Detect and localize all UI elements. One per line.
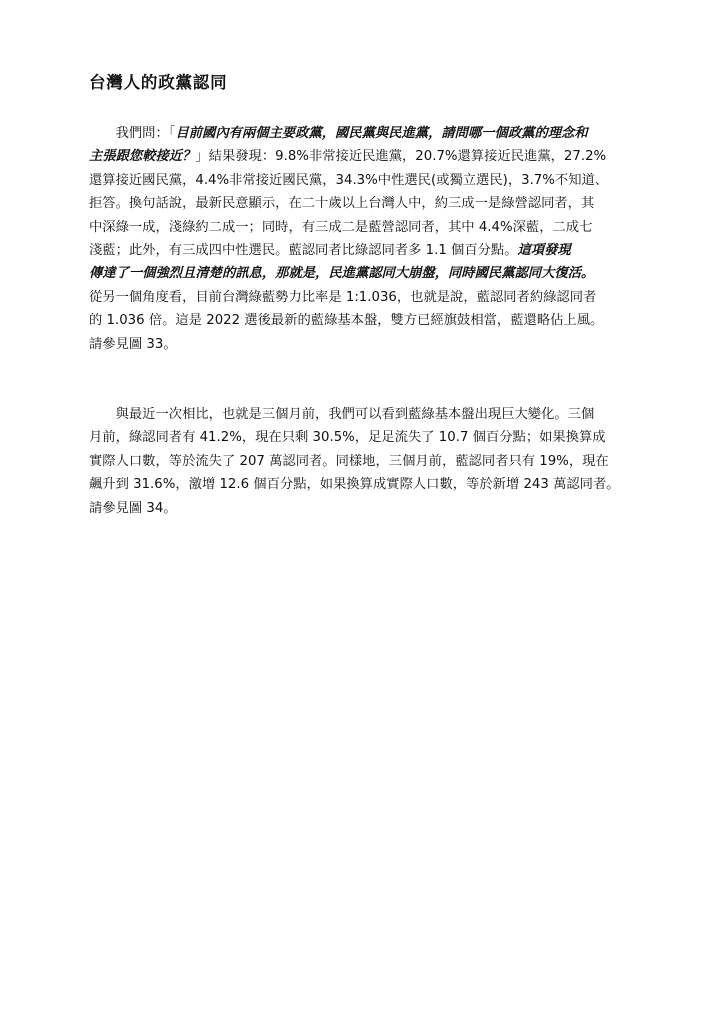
- body-text: 實際人口數，等於流失了 207 萬認同者。同樣地，三個月前，藍認同者只有 19%，現在: [89, 453, 609, 469]
- body-text: 請參見圖 33。: [89, 336, 177, 352]
- paragraph-survey-results: [89, 122, 649, 356]
- text-line: [89, 145, 649, 168]
- text-line: [89, 239, 649, 262]
- body-text: 拒答。換句話說，最新民意顯示，在二十歲以上台灣人中，約三成一是綠營認同者，其: [89, 196, 595, 212]
- body-text: 與最近一次相比，也就是三個月前，我們可以看到藍綠基本盤出現巨大變化。三個: [89, 407, 595, 422]
- emphasized-text: 目前國內有兩個主要政黨，國民黨與民進黨，請問哪一個政黨的理念和: [175, 126, 588, 141]
- text-line: [89, 169, 649, 192]
- text-line: [89, 216, 649, 239]
- body-text: 」結果發現：9.8%非常接近民進黨，20.7%還算接近民進黨，27.2%: [195, 149, 607, 165]
- emphasized-text: 傳達了一個強烈且清楚的訊息，那就是，民進黨認同大崩盤，同時國民黨認同大復活。: [89, 266, 595, 282]
- emphasized-text: 這項發現: [517, 242, 571, 258]
- body-text: 還算接近國民黨，4.4%非常接近國民黨，34.3%中性選民(或獨立選民)，3.7%不知道、: [89, 172, 609, 188]
- text-line: [89, 309, 649, 332]
- text-line: [89, 192, 649, 215]
- text-line: [89, 286, 649, 309]
- text-line: [89, 333, 649, 356]
- body-text: 月前，綠認同者有 41.2%，現在只剩 30.5%，足足流失了 10.7 個百分點；如果換算成: [89, 430, 606, 446]
- text-line: [89, 473, 649, 496]
- body-text: 淺藍；此外，有三成四中性選民。藍認同者比綠認同者多 1.1 個百分點。: [89, 242, 518, 258]
- section-heading: 台灣人的政黨認同: [89, 73, 228, 92]
- text-line: [89, 426, 649, 449]
- text-line: [89, 262, 649, 285]
- text-line: [89, 403, 649, 426]
- body-text: 從另一個角度看，目前台灣綠藍勢力比率是 1:1.036，也就是說，藍認同者約綠認同者: [89, 289, 597, 305]
- body-text: 飆升到 31.6%，激增 12.6 個百分點，如果換算成實際人口數，等於新增 243 萬認同者。: [89, 477, 620, 493]
- body-text: 請參見圖 34。: [89, 500, 177, 516]
- text-line: [89, 122, 649, 145]
- body-text: 中深綠一成，淺綠約二成一；同時，有三成二是藍營認同者，其中 4.4%深藍，二成七: [89, 219, 593, 235]
- paragraph-comparison: [89, 403, 649, 520]
- emphasized-text: 主張跟您較接近？: [89, 149, 196, 165]
- body-text: 我們問：「: [89, 126, 176, 141]
- text-line: [89, 497, 649, 520]
- body-text: 的 1.036 倍。這是 2022 選後最新的藍綠基本盤，雙方已經旗鼓相當，藍還略佔上風。: [89, 313, 604, 329]
- text-line: [89, 450, 649, 473]
